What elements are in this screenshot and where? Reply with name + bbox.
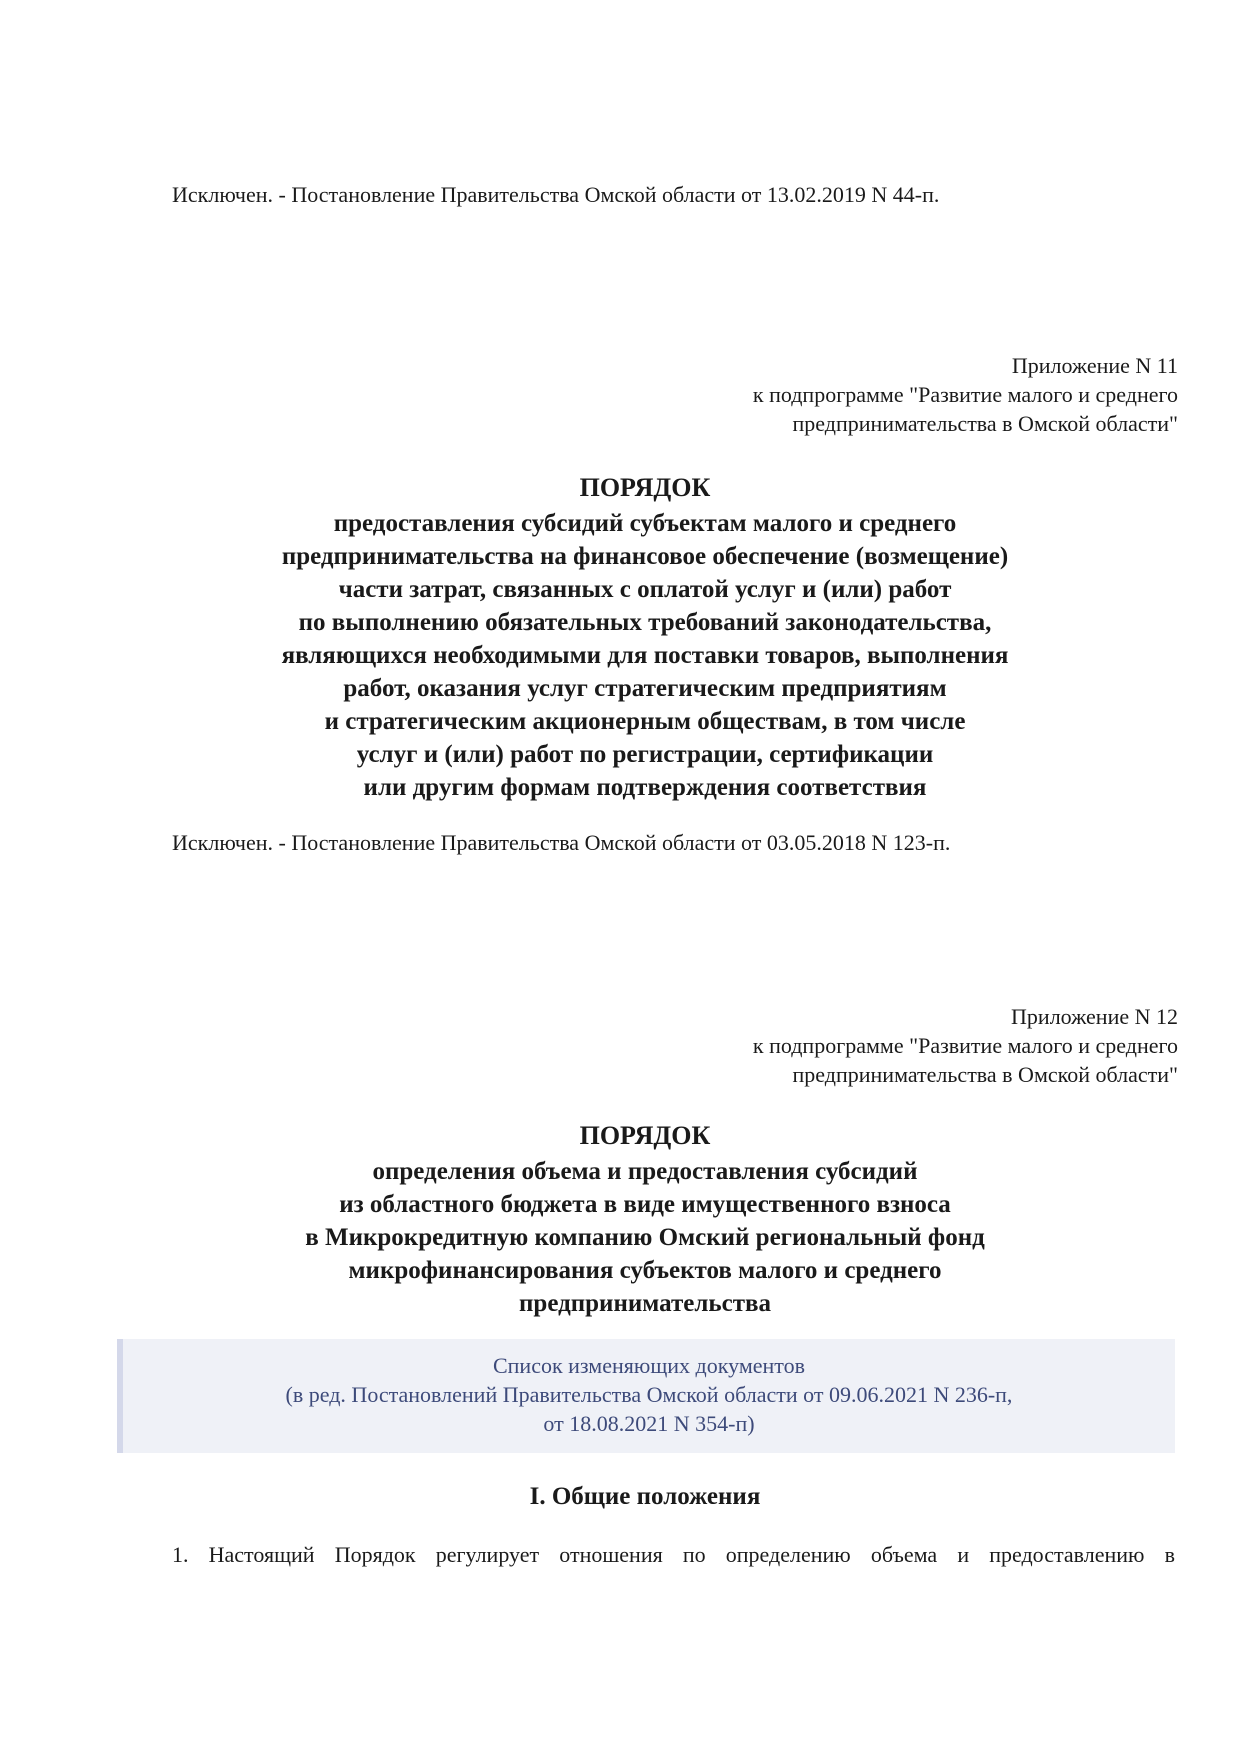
- order-11-line: по выполнению обязательных требований законодательства,: [298, 609, 992, 636]
- amending-documents-title: Список изменяющих документов: [492, 1353, 805, 1378]
- appendix-11-subprogram: к подпрограмме "Развитие малого и среднего: [752, 382, 1178, 407]
- order-11-line: и стратегическим акционерным обществам, в том числе: [324, 708, 966, 735]
- order-11-line: или другим формам подтверждения соответствия: [363, 774, 927, 801]
- appendix-11-number: Приложение N 11: [1011, 353, 1178, 378]
- order-12-title-block: [120, 1117, 1170, 1320]
- appendix-12-block: [753, 1002, 1178, 1089]
- order-11-title-block: [120, 469, 1170, 804]
- order-12-line: в Микрокредитную компанию Омский региональный фонд: [305, 1224, 985, 1251]
- appendix-12-subprogram-cont: предпринимательства в Омской области": [792, 1062, 1178, 1087]
- excluded-note-1: Исключен. - Постановление Правительства Омской области от 13.02.2019 N 44-п.: [172, 182, 940, 207]
- order-12-line: определения объема и предоставления субсидий: [372, 1158, 918, 1185]
- appendix-11-block: [753, 351, 1178, 438]
- order-11-heading: ПОРЯДОК: [579, 473, 711, 502]
- order-11-line: работ, оказания услуг стратегическим предприятиям: [343, 675, 947, 702]
- order-11-line: услуг и (или) работ по регистрации, сертификации: [356, 741, 934, 768]
- excluded-note-2: Исключен. - Постановление Правительства Омской области от 03.05.2018 N 123-п.: [172, 830, 951, 855]
- appendix-12-number: Приложение N 12: [1011, 1004, 1178, 1029]
- amending-documents-line: (в ред. Постановлений Правительства Омской области от 09.06.2021 N 236-п,: [285, 1382, 1013, 1407]
- appendix-12-subprogram: к подпрограмме "Развитие малого и среднего: [752, 1033, 1178, 1058]
- section-title: I. Общие положения: [529, 1483, 761, 1510]
- amending-documents-line: от 18.08.2021 N 354-п): [543, 1411, 755, 1436]
- order-11-line: предпринимательства на финансовое обеспечение (возмещение): [281, 543, 1009, 570]
- order-11-line: предоставления субсидий субъектам малого и среднего: [333, 510, 957, 537]
- appendix-11-subprogram-cont: предпринимательства в Омской области": [792, 411, 1178, 436]
- order-11-line: являющихся необходимыми для поставки товаров, выполнения: [281, 642, 1009, 669]
- amending-documents-box: [117, 1339, 1175, 1453]
- order-12-heading: ПОРЯДОК: [579, 1121, 711, 1150]
- order-11-line: части затрат, связанных с оплатой услуг и (или) работ: [338, 576, 952, 603]
- order-12-line: микрофинансирования субъектов малого и среднего: [348, 1257, 942, 1284]
- paragraph-1: 1. Настоящий Порядок регулирует отношения по определению объема и предоставлению в: [172, 1542, 1175, 1567]
- order-12-line: предпринимательства: [519, 1290, 771, 1317]
- order-12-line: из областного бюджета в виде имущественного взноса: [339, 1191, 951, 1218]
